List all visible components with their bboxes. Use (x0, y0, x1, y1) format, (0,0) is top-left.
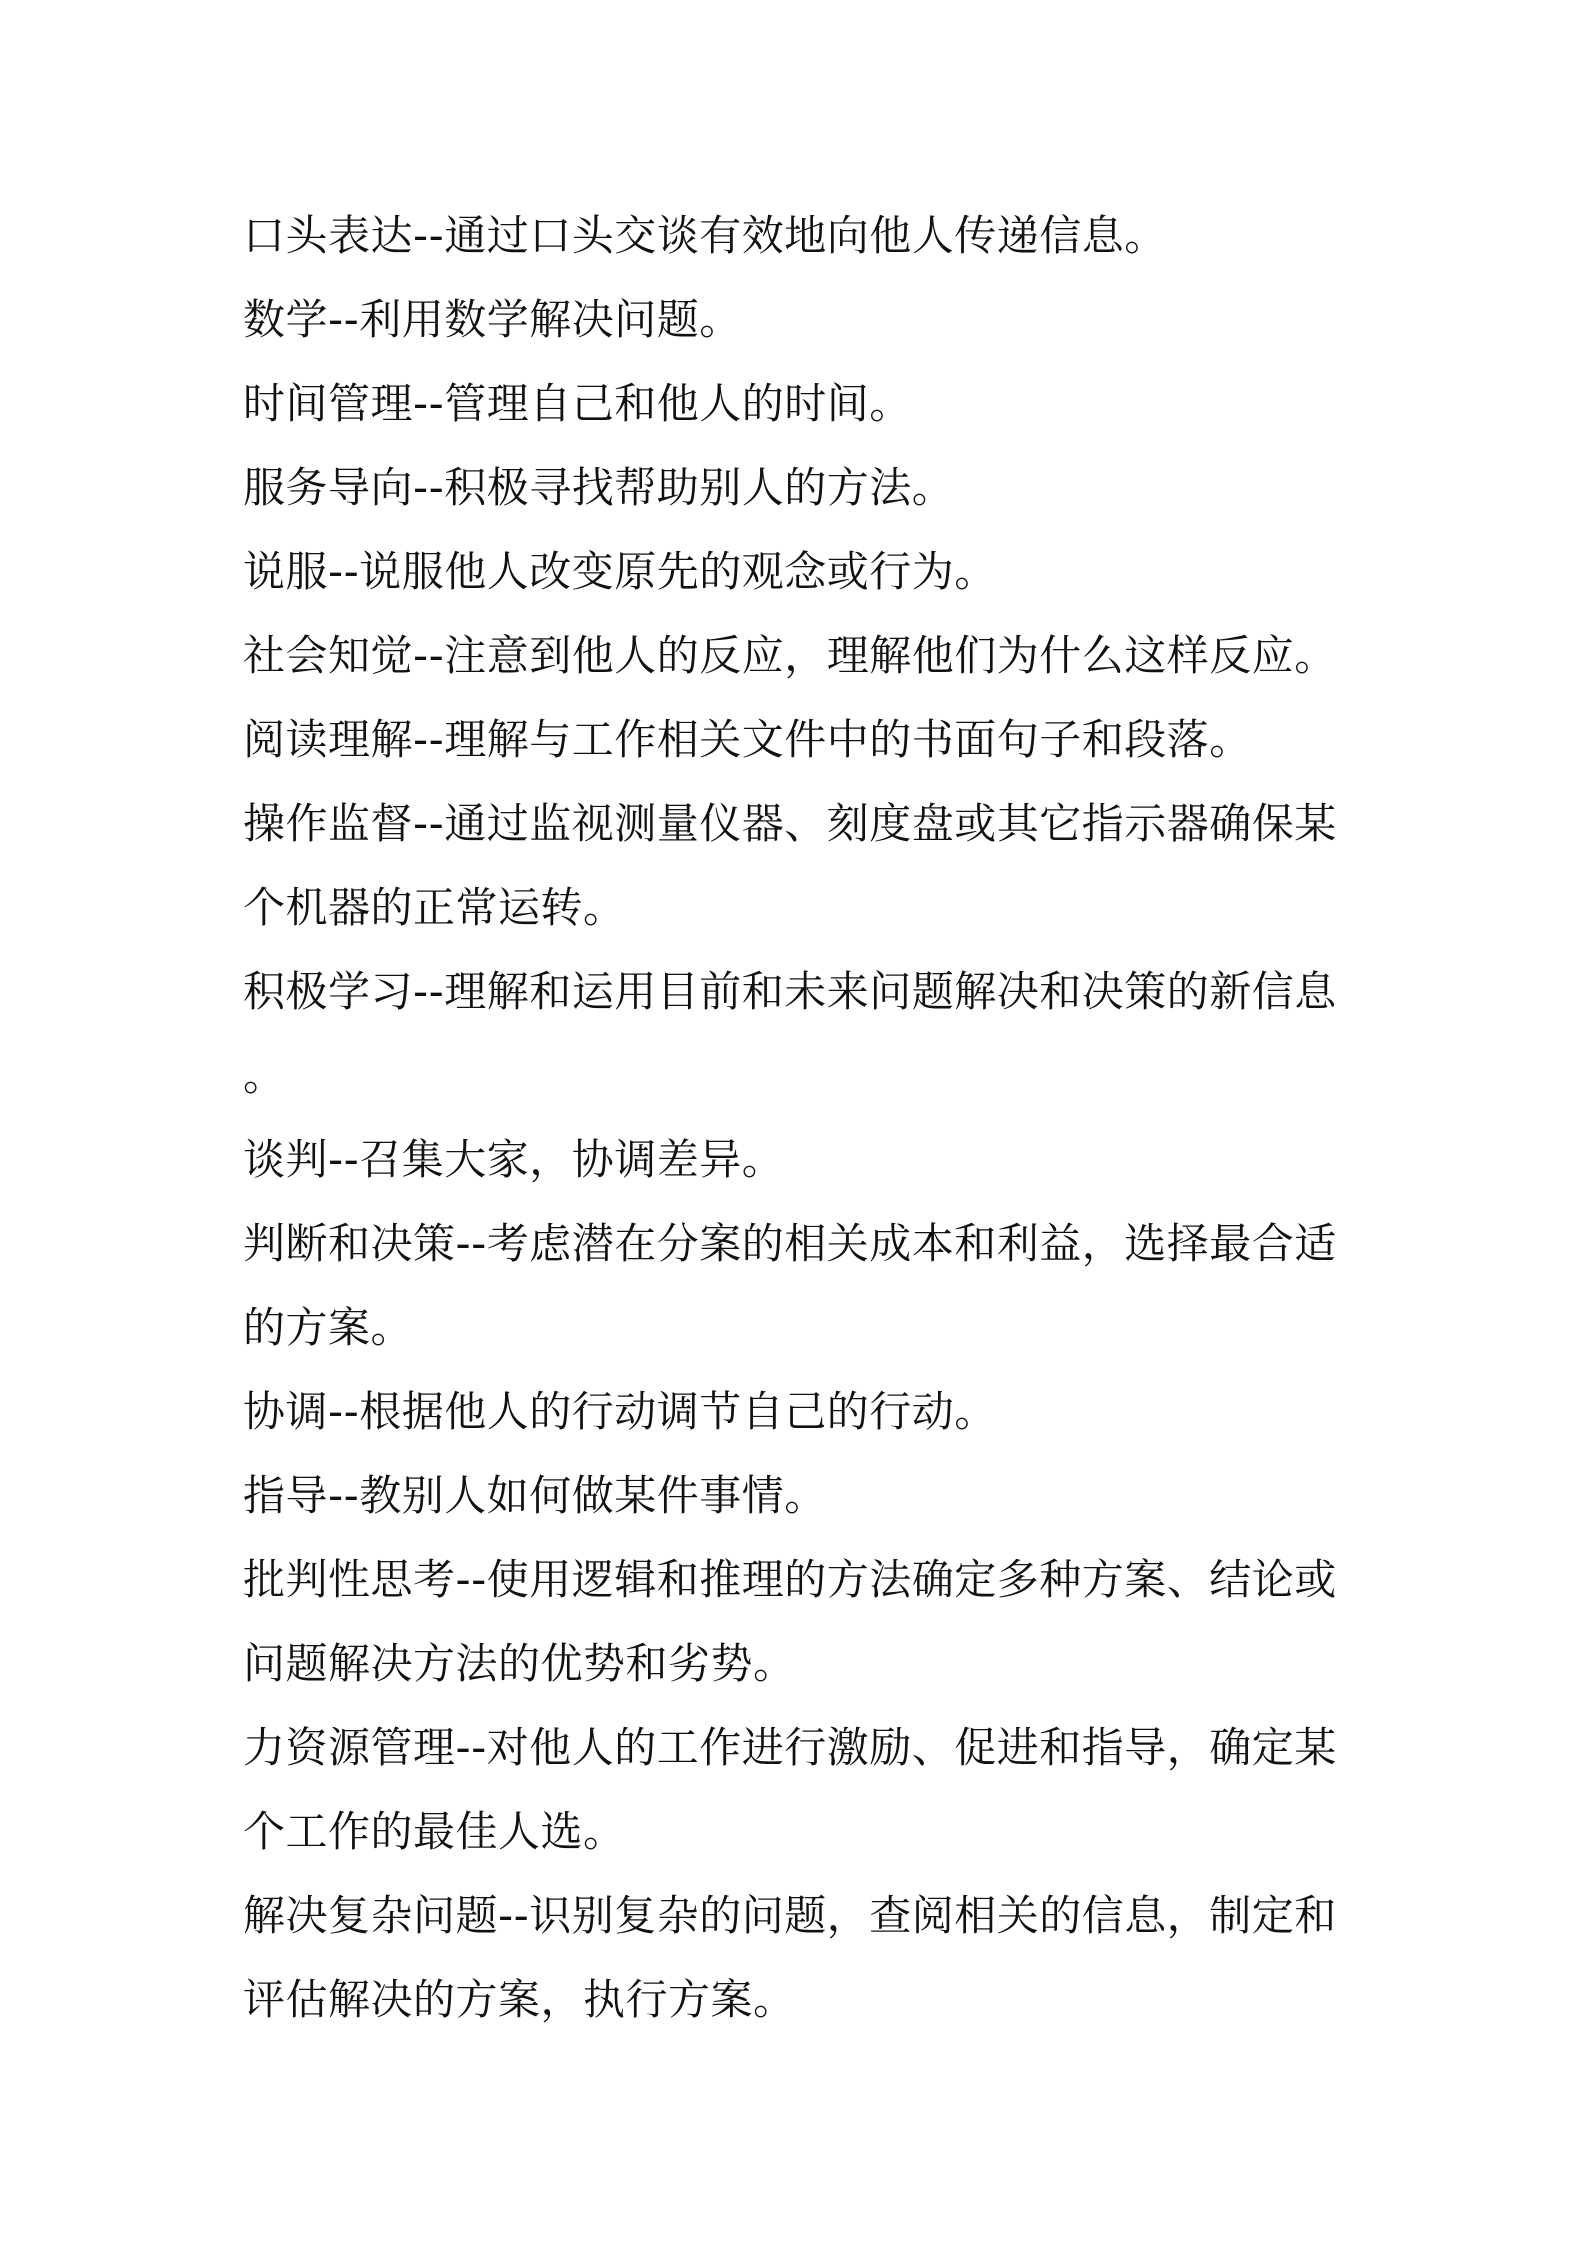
text-line: 时间管理--管理自己和他人的时间。 (243, 379, 912, 428)
text-line: 个工作的最佳人选。 (243, 1807, 626, 1856)
text-line: 判断和决策--考虑潜在分案的相关成本和利益，选择最合适 (243, 1219, 1337, 1268)
text-line: 服务导向--积极寻找帮助别人的方法。 (243, 463, 955, 512)
text-line: 的方案。 (243, 1303, 414, 1352)
text-line: 社会知觉--注意到他人的反应，理解他们为什么这样反应。 (243, 631, 1337, 680)
text-line: 协调--根据他人的行动调节自己的行动。 (243, 1387, 997, 1436)
text-line: 解决复杂问题--识别复杂的问题，查阅相关的信息，制定和 (243, 1891, 1337, 1940)
text-line: 数学--利用数学解决问题。 (243, 295, 742, 344)
text-line: 阅读理解--理解与工作相关文件中的书面句子和段落。 (243, 715, 1252, 764)
text-line: 积极学习--理解和运用目前和未来问题解决和决策的新信息 (243, 967, 1337, 1016)
text-line: 力资源管理--对他人的工作进行激励、促进和指导，确定某 (243, 1723, 1337, 1772)
text-line: 批判性思考--使用逻辑和推理的方法确定多种方案、结论或 (243, 1555, 1337, 1604)
text-line: 操作监督--通过监视测量仪器、刻度盘或其它指示器确保某 (243, 799, 1337, 848)
document-body (243, 194, 1373, 2042)
text-line: 说服--说服他人改变原先的观念或行为。 (243, 547, 997, 596)
text-line: 个机器的正常运转。 (243, 883, 626, 932)
text-line: 谈判--召集大家，协调差异。 (243, 1135, 785, 1184)
text-line: 口头表达--通过口头交谈有效地向他人传递信息。 (243, 211, 1167, 260)
text-line: 指导--教别人如何做某件事情。 (243, 1471, 827, 1520)
text-line: 。 (243, 1051, 286, 1100)
text-line: 问题解决方法的优势和劣势。 (243, 1639, 796, 1688)
text-line: 评估解决的方案，执行方案。 (243, 1975, 796, 2024)
